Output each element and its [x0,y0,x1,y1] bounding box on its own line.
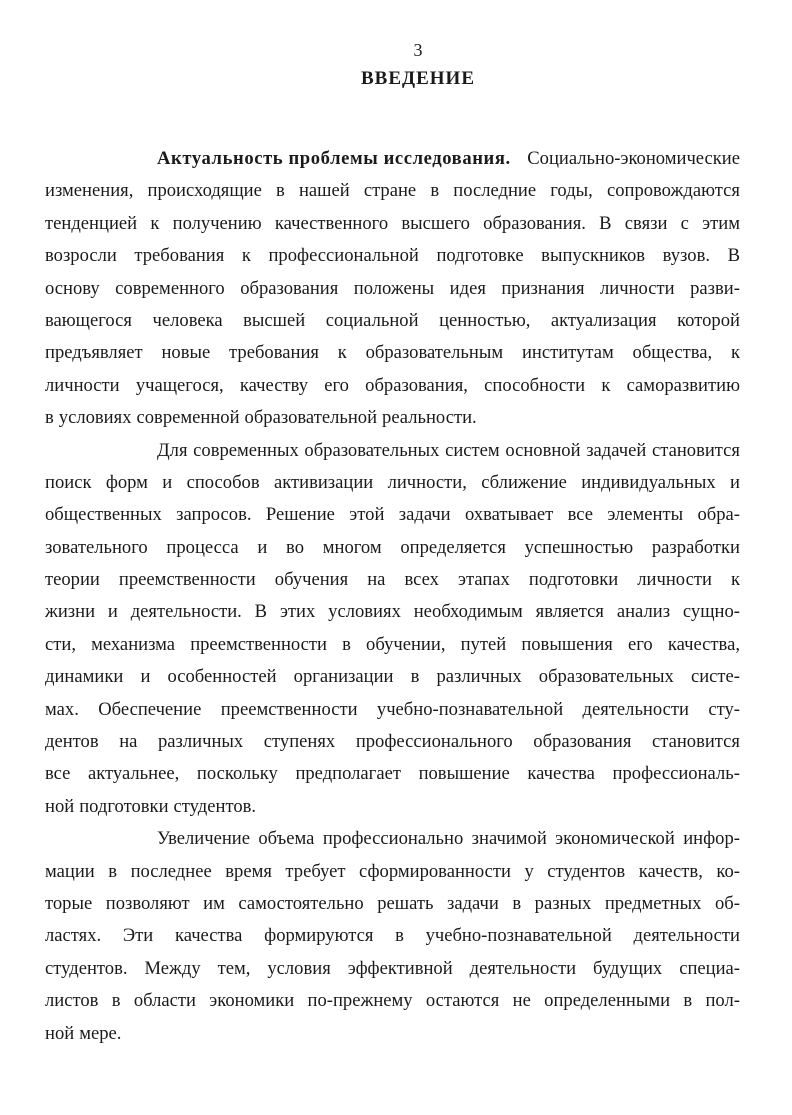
word: общественных [45,504,162,526]
word: в [276,180,285,202]
paragraph-line [45,273,740,305]
word: образовательных [304,439,440,461]
word: вающегося [45,309,132,331]
word: время [225,860,272,882]
word: личности [637,569,712,591]
word: анализ [616,601,671,623]
word: социальной [325,309,419,331]
word: саморазвитию [626,374,740,396]
word: сущно- [682,601,740,623]
word: преемственности [220,698,358,720]
word: и [257,536,268,558]
word: задачей [586,439,647,461]
word: охватывает [465,504,554,526]
word: актуальнее, [88,763,180,785]
word: способности [484,374,586,396]
section-heading: ВВЕДЕНИЕ [361,68,475,89]
paragraph-line [45,564,740,596]
paragraph-line [45,1018,740,1050]
paragraph-line [45,758,740,790]
paragraph-line [45,337,740,369]
word: человека [152,309,223,331]
paragraph-line [45,694,740,726]
word: не [512,990,531,1012]
word: во [286,536,304,558]
paragraph-line [45,305,740,337]
word: ко- [716,860,740,882]
word: в [45,407,54,429]
word: мации [45,860,95,882]
word: качеству [239,374,309,396]
word: успешностью [524,536,634,558]
word: динамики [45,666,124,688]
paragraph-line [45,856,740,888]
word: образования. [483,212,586,234]
word: определенными [544,990,671,1012]
word: личности [600,277,675,299]
word: сближение [481,471,567,493]
word: значимой [471,828,547,850]
word: получению [172,212,262,234]
paragraph [45,143,740,435]
word: нашей [298,180,350,202]
word: у [524,860,534,882]
word: области [133,990,196,1012]
word: возросли [45,245,117,267]
word: высшей [243,309,306,331]
word: актуализация [550,309,657,331]
word: профессиональ- [612,763,740,785]
word: условиях [328,601,401,623]
word: жизни [45,601,96,623]
word: высшего [401,212,470,234]
word: необходимым [413,601,523,623]
word: образовательных [538,666,674,688]
word: его [324,374,349,396]
word: инфор- [683,828,740,850]
paragraph-line [157,435,740,467]
word: учебно-познавательной [376,698,564,720]
word: этой [349,504,385,526]
word: современного [115,277,225,299]
word: качественного [274,212,389,234]
word: к [241,245,251,267]
paragraph-line [45,499,740,531]
word: задачи [446,892,499,914]
word: сти, [45,633,76,655]
word: листов [45,990,99,1012]
word: об- [714,892,740,914]
word: ластях. [45,925,102,947]
word: мере. [79,1022,122,1044]
word: обучении, [366,633,446,655]
paragraph-line [45,596,740,628]
word: эффективной [347,957,453,979]
paragraph [45,435,740,824]
word: В [599,212,612,234]
word: определяется [400,536,506,558]
word: предметных [604,892,702,914]
word: Для [157,439,188,461]
page-number: 3 [413,40,423,60]
word: деятельности [469,957,577,979]
word: разных [534,892,592,914]
word: предъявляет [45,342,143,364]
paragraph-line [45,467,740,499]
word: образовательной [244,407,378,429]
word: экономической [555,828,675,850]
word: ной [45,1022,75,1044]
word: становится [651,439,740,461]
word: систем [445,439,500,461]
word: сопровождаются [606,180,740,202]
paragraph-line [45,888,740,920]
body-text [45,143,740,1050]
word: Социально-экономические [527,148,740,169]
word: связи [624,212,668,234]
paragraph-line [45,661,740,693]
word: В [727,245,740,267]
word: все [567,504,593,526]
word: мах. [45,698,79,720]
word: различных [158,731,244,753]
word: в [430,180,440,202]
word: образования [240,277,339,299]
word: всех [404,569,439,591]
paragraph-line [45,726,740,758]
word: решать [377,892,434,914]
word: Решение [265,504,335,526]
word: ной [45,795,75,817]
word: обра- [697,504,740,526]
paragraph-line [45,629,740,661]
word: поиск [45,471,92,493]
paragraph-line [157,143,740,175]
word: экономики [209,990,295,1012]
word: форм [105,471,148,493]
word: подготовки [528,569,619,591]
word: к [337,342,347,364]
word: в [410,666,420,688]
word: Между [144,957,201,979]
word: повышения [521,633,613,655]
word: признания [501,277,585,299]
word: ценностью, [439,309,531,331]
word: на [119,731,138,753]
word: преемственности [118,569,256,591]
word: различных [436,666,522,688]
word: особенностей [167,666,277,688]
word: способов [186,471,260,493]
word: учащегося, [135,374,224,396]
word: разви- [690,277,740,299]
word: последние [453,180,537,202]
word: задачи [398,504,451,526]
word: к [730,342,740,364]
word: будущих [593,957,663,979]
word: этапах [458,569,510,591]
word: с [680,212,689,234]
word: последнее [130,860,212,882]
word: им [203,892,225,914]
word: ступенях [263,731,336,753]
word: качества, [667,633,740,655]
word: индивидуальных [581,471,716,493]
word: механизма [91,633,176,655]
word: годы, [550,180,593,202]
word: дентов [45,731,99,753]
word: этих [279,601,316,623]
word: в [111,990,121,1012]
word: деятельности. [130,601,242,623]
word: элементы [607,504,684,526]
word: на [367,569,386,591]
word: тенденцией [45,212,138,234]
word: основу [45,277,100,299]
word: качеств, [638,860,703,882]
word: пол- [705,990,740,1012]
paragraph-line [45,240,740,272]
word: и [107,601,118,623]
word: зовательного [45,536,148,558]
word: подготовки [79,795,169,817]
word: требует [285,860,346,882]
paragraph-line [45,208,740,240]
word: образования [533,731,632,753]
word: систе- [690,666,740,688]
word: повышение [418,763,510,785]
word: требования [229,342,319,364]
word: студентов [547,860,626,882]
word: поскольку [196,763,278,785]
word: личности, [387,471,467,493]
word: остаются [425,990,500,1012]
word: образования, [365,374,468,396]
word: и [140,666,151,688]
word: путей [460,633,507,655]
word: организации [293,666,394,688]
word: условия [267,957,331,979]
paragraph [45,823,740,1050]
word: институтам [521,342,614,364]
paragraph-line [157,823,740,855]
word: положены [353,277,435,299]
word: позволяют [105,892,190,914]
word: изменения, [45,180,134,202]
word: в [512,892,522,914]
word: реальности. [382,407,477,429]
word: преемственности [190,633,327,655]
word: вузов. [662,245,711,267]
word: основной [505,439,581,461]
word: выпускников [541,245,646,267]
word: специа- [679,957,740,979]
word: студентов. [173,795,257,817]
word: В [254,601,268,623]
word: подготовке [436,245,524,267]
word: к [150,212,160,234]
word: его [627,633,653,655]
word: учебно-познавательной [425,925,612,947]
paragraph-line [45,370,740,402]
word: в [395,925,404,947]
word: и [162,471,173,493]
word: Увеличение [157,828,250,850]
word: обучения [274,569,349,591]
word: требования [134,245,225,267]
word: идея [449,277,486,299]
paragraph-line [45,791,740,823]
word: профессиональной [268,245,419,267]
word: является [535,601,604,623]
word: сформированности [359,860,511,882]
word: происходящие [147,180,262,202]
word: образовательным [365,342,504,364]
word: личности [45,374,120,396]
word: процесса [166,536,239,558]
word: по-прежнему [307,990,413,1012]
word: общества, [632,342,713,364]
word: в [342,633,351,655]
bold-lead: Актуальность проблемы исследования. [157,148,511,169]
word: в [683,990,693,1012]
word: которой [677,309,740,331]
word: к [601,374,611,396]
word: торые [45,892,93,914]
word: многом [322,536,382,558]
word: тем, [217,957,251,979]
word: качества [174,925,243,947]
word: все [45,763,71,785]
word: формируются [264,925,374,947]
paragraph-line [45,985,740,1017]
word: сту- [708,698,740,720]
word: деятельности [582,698,689,720]
word: профессионального [355,731,513,753]
word: этим [702,212,740,234]
word: активизации [273,471,374,493]
paragraph-line [45,402,740,434]
word: современных [193,439,299,461]
word: студентов. [45,957,128,979]
paragraph-line [45,920,740,952]
word: теории [45,569,100,591]
word: объема [258,828,315,850]
word: разработки [651,536,740,558]
paragraph-line [45,175,740,207]
word: и [730,471,740,493]
word: становится [651,731,740,753]
word: запросов. [176,504,252,526]
word: современной [136,407,240,429]
word: Обеспечение [98,698,202,720]
word: самостоятельно [238,892,364,914]
paragraph-line [45,532,740,564]
word: предполагает [295,763,401,785]
word: Эти [122,925,154,947]
word: качества [527,763,595,785]
word: условиях [58,407,132,429]
word: деятельности [633,925,740,947]
word: новые [161,342,211,364]
word: профессионально [322,828,464,850]
word: стране [363,180,417,202]
word: в [108,860,118,882]
word: к [730,569,740,591]
paragraph-line [45,953,740,985]
